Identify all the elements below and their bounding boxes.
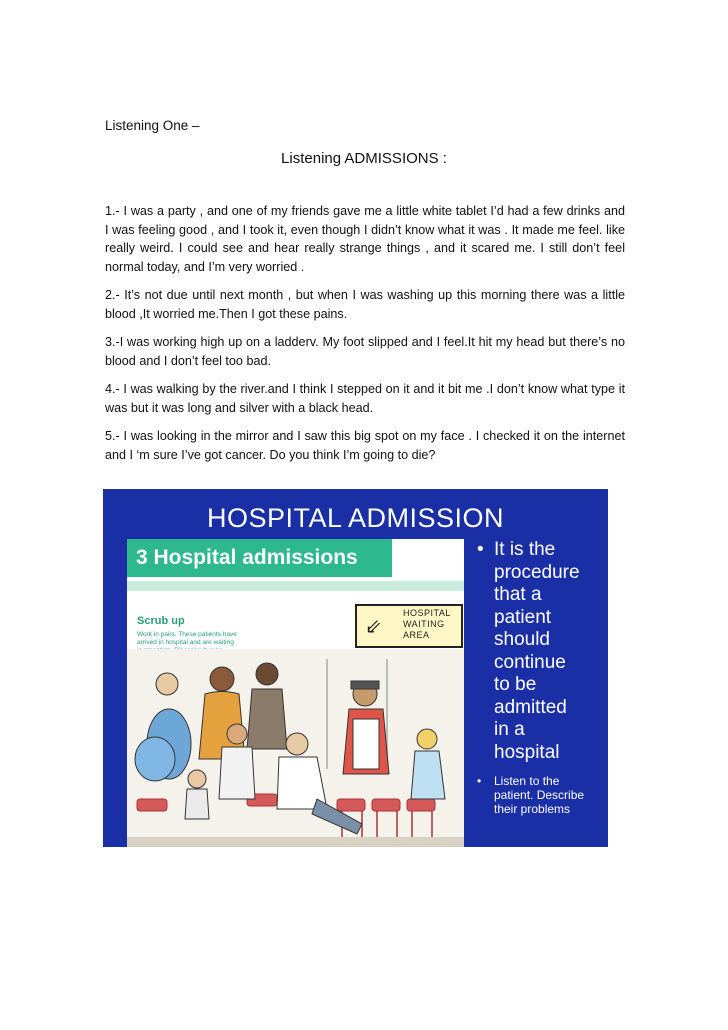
bullet-icon: • [477, 539, 484, 560]
bullet-main-line: should [494, 629, 550, 650]
arrow-icon: ⇙ [365, 616, 382, 638]
bullet-icon: • [477, 774, 482, 788]
bullet-main-line: patient [494, 606, 552, 628]
paragraph-5: 5.- I was looking in the mirror and I saw this big spot on my face . I checked it on the internet and I ‘m sure I’ve got cancer. Do you think I’m going to die? [105, 429, 625, 462]
bullet-main [475, 539, 605, 764]
sign-line: WAITING [403, 619, 445, 629]
bullet-main-line: procedure [494, 561, 580, 583]
bullet-main-line: hospital [494, 741, 560, 763]
bullet-main-line: continue [494, 651, 566, 673]
bullet-main-line: admitted [494, 696, 567, 718]
hospital-admission-slide [103, 489, 608, 847]
waiting-room-illustration [127, 649, 464, 847]
paragraph-4: 4.- I was walking by the river.and I think I stepped on it and it bit me .I don’t know what type it was but it was long and silver with a black head. [105, 382, 625, 415]
slide-title: HOSPITAL ADMISSION [206, 503, 505, 533]
bullet-sub-line: patient. Describe [494, 788, 585, 802]
sign-line: HOSPITAL [403, 608, 451, 618]
hospital-waiting-sign [355, 604, 463, 648]
bullet-sub-line: their problems [494, 802, 571, 816]
scrub-up-instructions: Work in pairs. These patients have arrived in hospital and are waiting [137, 631, 237, 646]
slide-bullets [475, 539, 605, 816]
book-banner-text: 3 Hospital admissions [136, 546, 358, 569]
textbook-illustration [127, 539, 464, 847]
bullet-sub [475, 774, 605, 816]
bullet-sub-line: Listen to the [494, 774, 560, 788]
paragraph-2: 2.- It’s not due until next month , but when I was washing up this morning there was a little blood ,It worried me.Then I got these pains. [105, 288, 625, 321]
paragraph-1: 1.- I was a party , and one of my friends gave me a little white tablet I’d had a few drinks and I was feeling good , and I took it, even though I didn’t know what it was . It made me feel. like really weird. I could see and hear really strange things , and it scared me. I still don’t feel normal today, and I’m very worried . [105, 204, 625, 274]
scrub-up-heading: Scrub up [137, 615, 185, 627]
book-banner [127, 539, 392, 577]
paragraph-3: 3.-I was working high up on a ladderv. My foot slipped and I feel.It hit my head but there’s no blood and I don’t feel too bad. [105, 335, 625, 368]
document-title: Listening ADMISSIONS : [281, 150, 447, 167]
bullet-main-line: that a [494, 584, 542, 605]
bullet-main-line: It is the [494, 539, 556, 560]
book-strip [127, 581, 464, 591]
bullet-main-line: in a [494, 719, 525, 740]
sign-line: AREA [403, 630, 430, 640]
bullet-main-line: to be [494, 674, 537, 695]
document-heading: Listening One – [105, 118, 200, 133]
